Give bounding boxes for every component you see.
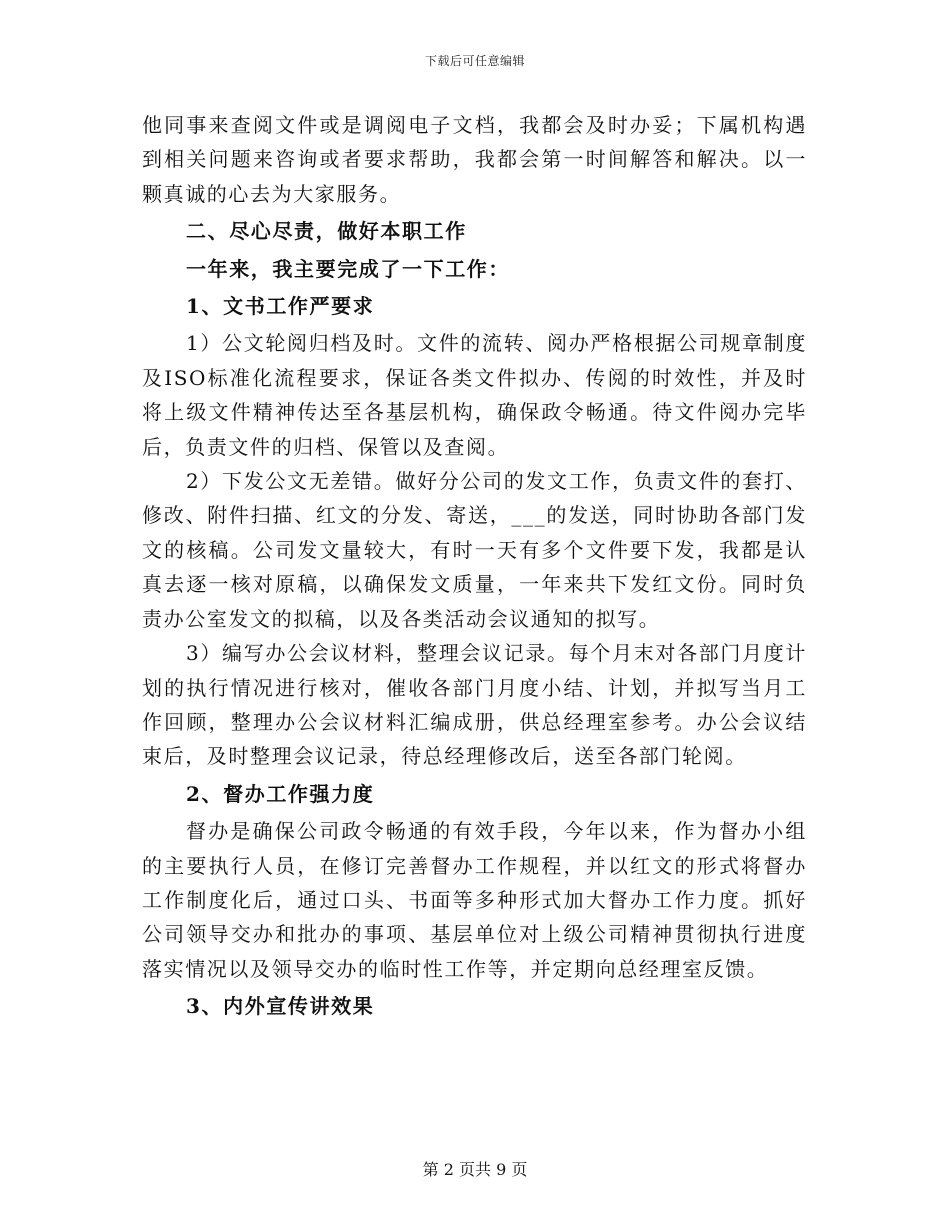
document-body [142,108,807,1027]
body-paragraph: 他同事来查阅文件或是调阅电子文档，我都会及时办妥；下属机构遇到相关问题来咨询或者要求帮助，我都会第一时间解答和解决。以一颗真诚的心去为大家服务。 [142,113,807,206]
subsection-heading: 3、内外宣传讲效果 [186,994,375,1019]
body-paragraph: 3）编写办公会议材料，整理会议记录。每个月末对各部门月度计划的执行情况进行核对，催收各部门月度小结、计划，并拟写当月工作回顾，整理办公会议材料汇编成册，供总经理室参考。办公会议结束后，及时整理会议记录，待总经理修改后，送至各部门轮阅。 [142,641,807,769]
body-paragraph: 2）下发公文无差错。做好分公司的发文工作，负责文件的套打、修改、附件扫描、红文的分发、寄送，___的发送，同时协助各部门发文的核稿。公司发文量较大，有时一天有多个文件要下发，我都是认真去逐一核对原稿，以确保发文质量，一年来共下发红文份。同时负责办公室发文的拟稿，以及各类活动会议通知的拟写。 [142,469,807,631]
subsection-heading: 2、督办工作强力度 [186,781,375,806]
section-heading: 二、尽心尽责，做好本职工作 [186,219,467,244]
body-paragraph: 1）公文轮阅归档及时。文件的流转、阅办严格根据公司规章制度及ISO标准化流程要求，保证各类文件拟办、传阅的时效性，并及时将上级文件精神传达至各基层机构，确保政令畅通。待文件阅办完毕后，负责文件的归档、保管以及查阅。 [142,331,807,459]
subsection-heading: 1、文书工作严要求 [186,294,375,319]
body-paragraph: 督办是确保公司政令畅通的有效手段，今年以来，作为督办小组的主要执行人员，在修订完善督办工作规程，并以红文的形式将督办工作制度化后，通过口头、书面等多种形式加大督办工作力度。抓好公司领导交办和批办的事项、基层单位对上级公司精神贯彻执行进度落实情况以及领导交办的临时性工作等，并定期向总经理室反馈。 [142,819,807,981]
page-number: 第 2 页共 9 页 [422,1160,528,1179]
page-header: 下载后可任意编辑 [424,54,525,68]
section-heading: 一年来，我主要完成了一下工作： [186,256,510,281]
